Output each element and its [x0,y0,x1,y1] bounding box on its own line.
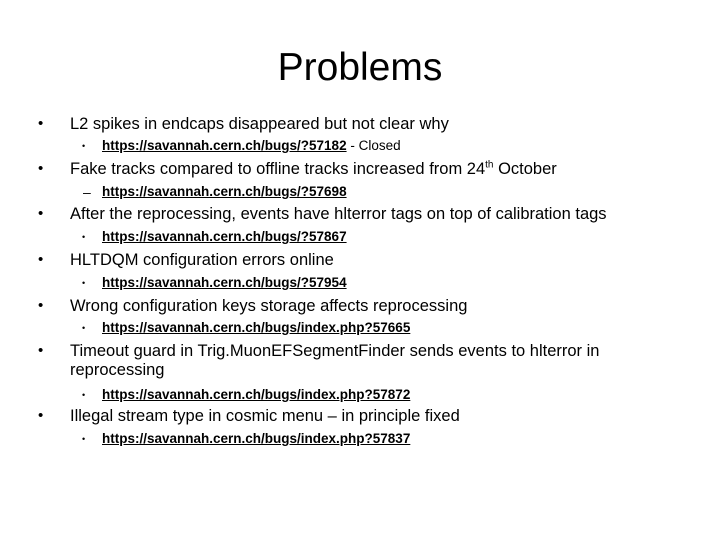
bug-link[interactable]: https://savannah.cern.ch/bugs/?57954 [102,275,347,290]
item-text: HLTDQM configuration errors online [70,251,334,269]
item-text: Wrong configuration keys storage affects reprocessing [70,297,468,315]
bug-link[interactable]: https://savannah.cern.ch/bugs/?57867 [102,229,347,244]
bug-link[interactable]: https://savannah.cern.ch/bugs/?57698 [102,184,347,199]
sub-bullet-icon: • [82,141,86,151]
bug-link[interactable]: https://savannah.cern.ch/bugs/index.php?57837 [102,431,411,446]
slide-title: Problems [277,46,443,89]
item-text: Timeout guard in Trig.MuonEFSegmentFinder sends events to hlterror in reprocessing [70,342,600,379]
link-suffix: - Closed [346,138,401,153]
sub-bullet-icon: • [82,434,86,444]
bullet-icon: • [38,160,44,177]
sub-bullet-dash: – [83,184,91,200]
item-text: After the reprocessing, events have hlterror tags on top of calibration tags [70,205,607,223]
bullet-icon: • [38,115,44,132]
item-text: L2 spikes in endcaps disappeared but not clear why [70,115,449,133]
bug-link[interactable]: https://savannah.cern.ch/bugs/?57182 [102,138,347,153]
item-text: Fake tracks compared to offline tracks increased from 24th October [70,159,557,178]
bullet-icon: • [38,407,44,424]
bug-link[interactable]: https://savannah.cern.ch/bugs/index.php?57665 [102,320,411,335]
bug-link[interactable]: https://savannah.cern.ch/bugs/index.php?57872 [102,387,411,402]
bullet-icon: • [38,205,44,222]
sub-bullet-icon: • [82,390,86,400]
bullet-icon: • [38,297,44,314]
bullet-icon: • [38,342,44,359]
sub-bullet-icon: • [82,323,86,333]
sub-bullet-icon: • [82,232,86,242]
sub-bullet-icon: • [82,278,86,288]
bullet-icon: • [38,251,44,268]
item-text: Illegal stream type in cosmic menu – in principle fixed [70,407,460,425]
